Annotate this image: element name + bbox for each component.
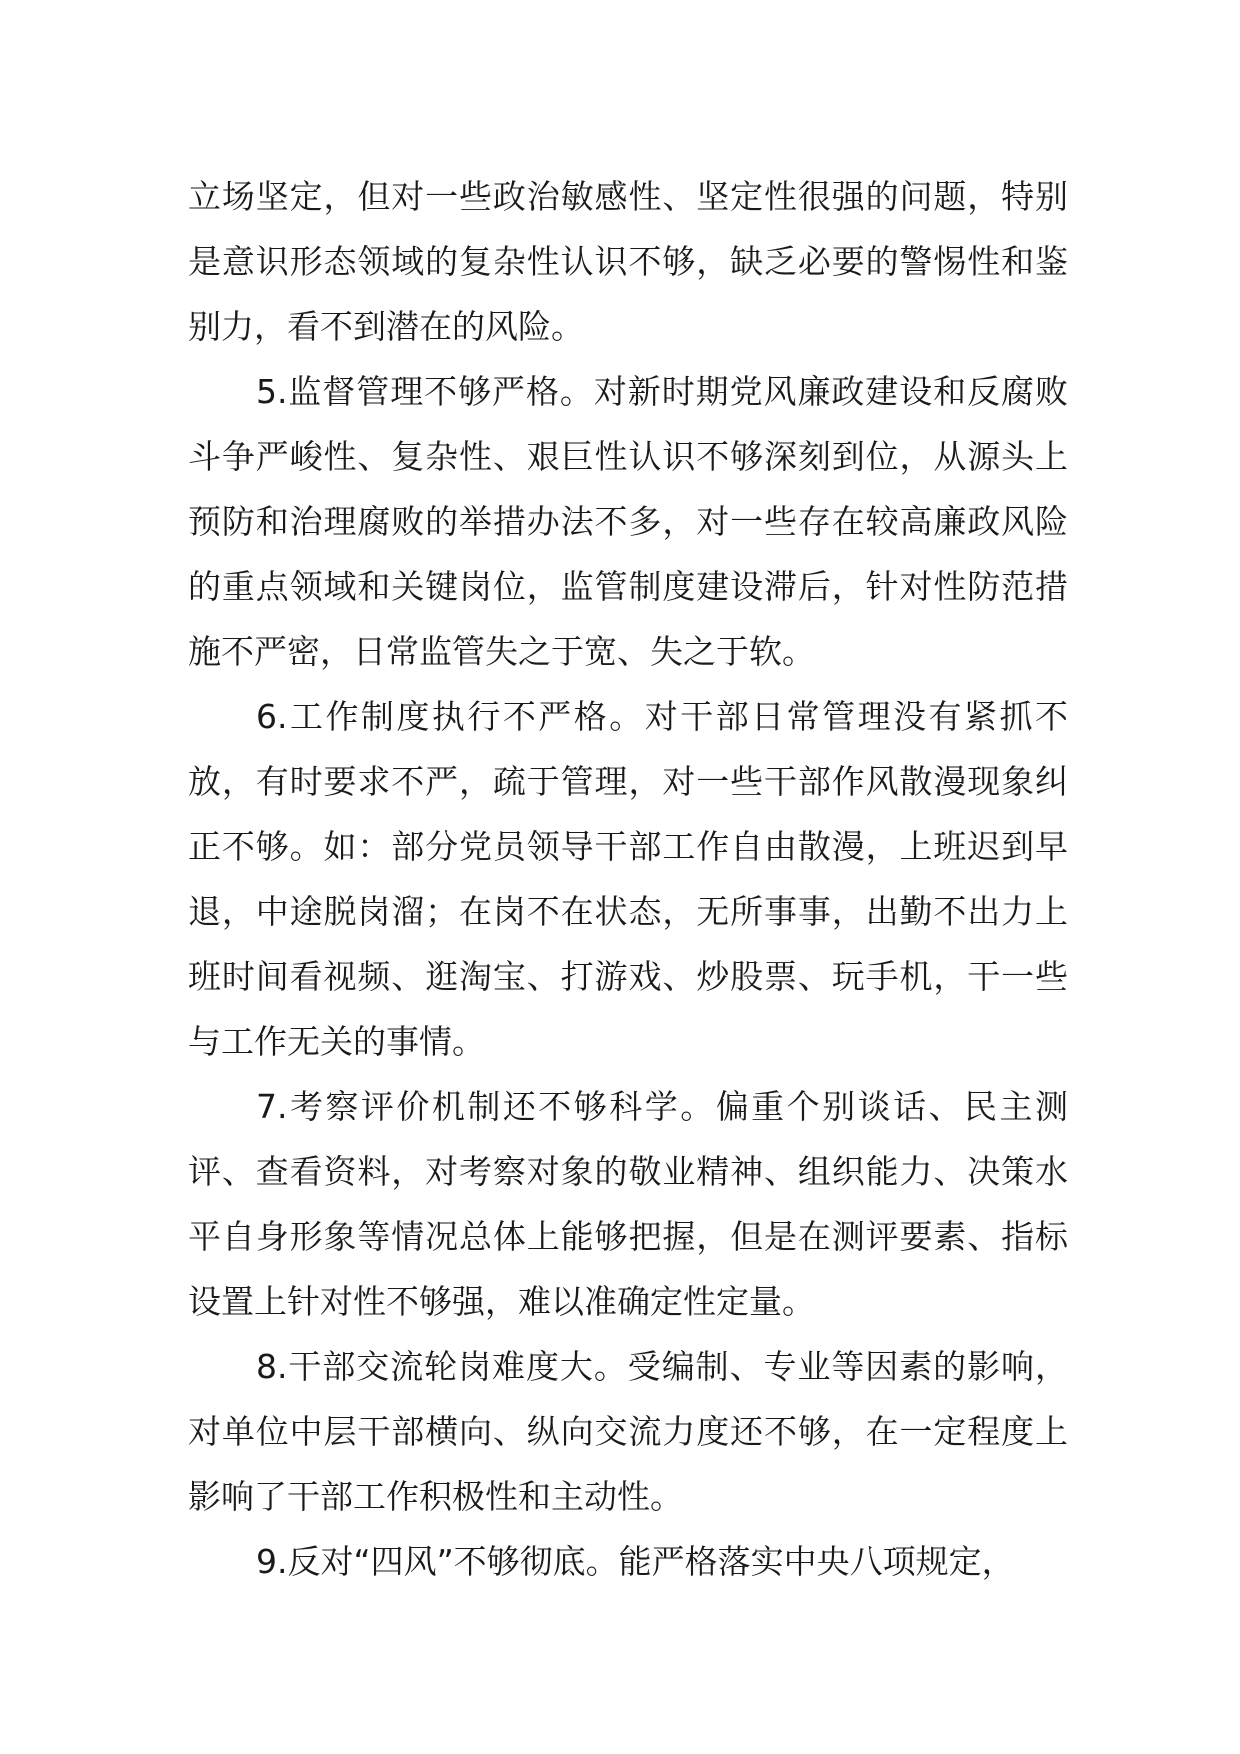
document-body xyxy=(188,164,1068,1594)
paragraph-continuation: 立场坚定，但对一些政治敏感性、坚定性很强的问题，特别是意识形态领域的复杂性认识不够，缺乏必要的警惕性和鉴别力，看不到潜在的风险。 xyxy=(188,177,1068,346)
paragraph-item-5: 5.监督管理不够严格。对新时期党风廉政建设和反腐败斗争严峻性、复杂性、艰巨性认识不够深刻到位，从源头上预防和治理腐败的举措办法不多，对一些存在较高廉政风险的重点领域和关键岗位，监管制度建设滞后，针对性防范措施不严密，日常监管失之于宽、失之于软。 xyxy=(188,372,1068,671)
paragraph-item-8: 8.干部交流轮岗难度大。受编制、专业等因素的影响，对单位中层干部横向、纵向交流力度还不够，在一定程度上影响了干部工作积极性和主动性。 xyxy=(188,1347,1068,1516)
paragraph-item-6: 6.工作制度执行不严格。对干部日常管理没有紧抓不放，有时要求不严，疏于管理，对一些干部作风散漫现象纠正不够。如：部分党员领导干部工作自由散漫，上班迟到早退，中途脱岗溜；在岗不在状态，无所事事，出勤不出力上班时间看视频、逛淘宝、打游戏、炒股票、玩手机，干一些与工作无关的事情。 xyxy=(188,697,1068,1061)
paragraph-item-9: 9.反对“四风”不够彻底。能严格落实中央八项规定， xyxy=(256,1542,1015,1581)
paragraph-item-7: 7.考察评价机制还不够科学。偏重个别谈话、民主测评、查看资料，对考察对象的敬业精神、组织能力、决策水平自身形象等情况总体上能够把握，但是在测评要素、指标设置上针对性不够强，难以准确定性定量。 xyxy=(188,1087,1068,1321)
